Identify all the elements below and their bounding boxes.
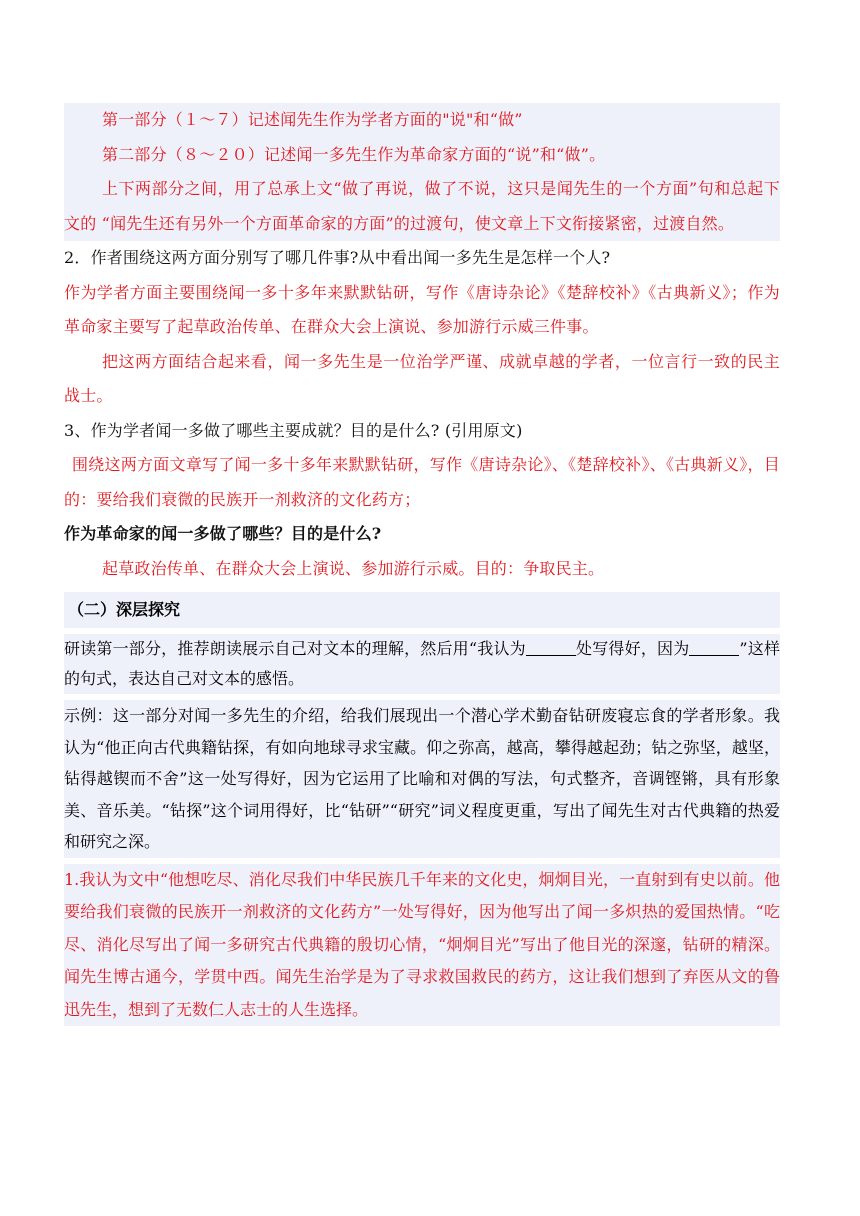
answer-block	[64, 864, 780, 1027]
question-3b: 作为革命家的闻一多做了哪些？目的是什么?	[64, 524, 382, 543]
transition-paragraph: 上下两部分之间，用了总承上文“做了再说，做了不说，这只是闻先生的一个方面”句和总起下文的 “闻先生还有另外一个方面革命家的方面”的过渡句，使文章上下文衔接紧密，过渡自然。	[64, 179, 780, 233]
part-two-line: 第二部分（８～２０）记述闻一多先生作为革命家方面的“说”和“做”。	[102, 144, 606, 164]
prompt-text-a: 研读第一部分，推荐朗读展示自己对文本的理解，然后用“我认为	[64, 639, 526, 658]
prompt-block	[64, 634, 780, 694]
answer-paragraph: 1.我认为文中“他想吃尽、消化尽我们中华民族几千年来的文化史，炯炯目光，一直射到有史以前。他要给我们衰微的民族开一剂救济的文化药方”一处写得好，因为他写出了闻一多炽热的爱国热情。“吃尽、消化尽写出了闻一多研究古代典籍的殷切心情，“炯炯目光”写出了他目光的深邃，钻研的精深。闻先生博古通今，学贯中西。闻先生治学是为了寻求救国救民的药方，这让我们想到了弃医从文的鲁迅先生，想到了无数仁人志士的人生选择。	[64, 869, 780, 1019]
answer-3-part1: 围绕这两方面文章写了闻一多十多年来默默钻研，写作《唐诗杂论》、《楚辞校补》、《古典新义》，目的：要给我们衰微的民族开一剂救济的文化药方；	[64, 455, 780, 509]
prompt-text-b: 处写得好，因为	[575, 639, 690, 658]
document-page	[64, 103, 780, 1026]
summary-block	[64, 103, 780, 241]
blank-line-2	[689, 639, 739, 656]
answer-3-part2: 起草政治传单、在群众大会上演说、参加游行示威。目的：争取民主。	[102, 558, 605, 578]
question-2: 2．作者围绕这两方面分别写了哪几件事?从中看出闻一多先生是怎样一个人?	[64, 248, 611, 267]
blank-line-1	[526, 639, 576, 656]
answer-2-part1: 作为学者方面主要围绕闻一多十多年来默默钻研，写作《唐诗杂论》《楚辞校补》《古典新义》；作为革命家主要写了起草政治传单、在群众大会上演说、参加游行示威三件事。	[64, 282, 780, 336]
example-block	[64, 700, 780, 858]
section-heading: （二）深层探究	[68, 600, 181, 619]
section-heading-block	[64, 592, 780, 628]
part-one-line: 第一部分（１～７）记述闻先生作为学者方面的"说"和“做”	[102, 110, 523, 129]
prompt-text-c: ”这样的句式，表达自己对文本的感悟。	[64, 639, 780, 688]
question-3: 3、作为学者闻一多做了哪些主要成就？目的是什么? (引用原文)	[64, 420, 523, 440]
example-paragraph: 示例：这一部分对闻一多先生的介绍，给我们展现出一个潜心学术勤奋钻研废寝忘食的学者形象。我认为“他正向古代典籍钻探，有如向地球寻求宝藏。仰之弥高，越高，攀得越起劲；钻之弥坚，越坚，钻得越锲而不舍”这一处写得好，因为它运用了比喻和对偶的写法，句式整齐，音调铿锵，具有形象美、音乐美。“钻探”这个词用得好，比“钻研”“研究”词义程度更重，写出了闻先生对古代典籍的热爱和研究之深。	[64, 706, 780, 851]
answer-2-part2: 把这两方面结合起来看，闻一多先生是一位治学严谨、成就卓越的学者，一位言行一致的民主战士。	[64, 351, 780, 405]
prompt-paragraph	[64, 634, 780, 694]
